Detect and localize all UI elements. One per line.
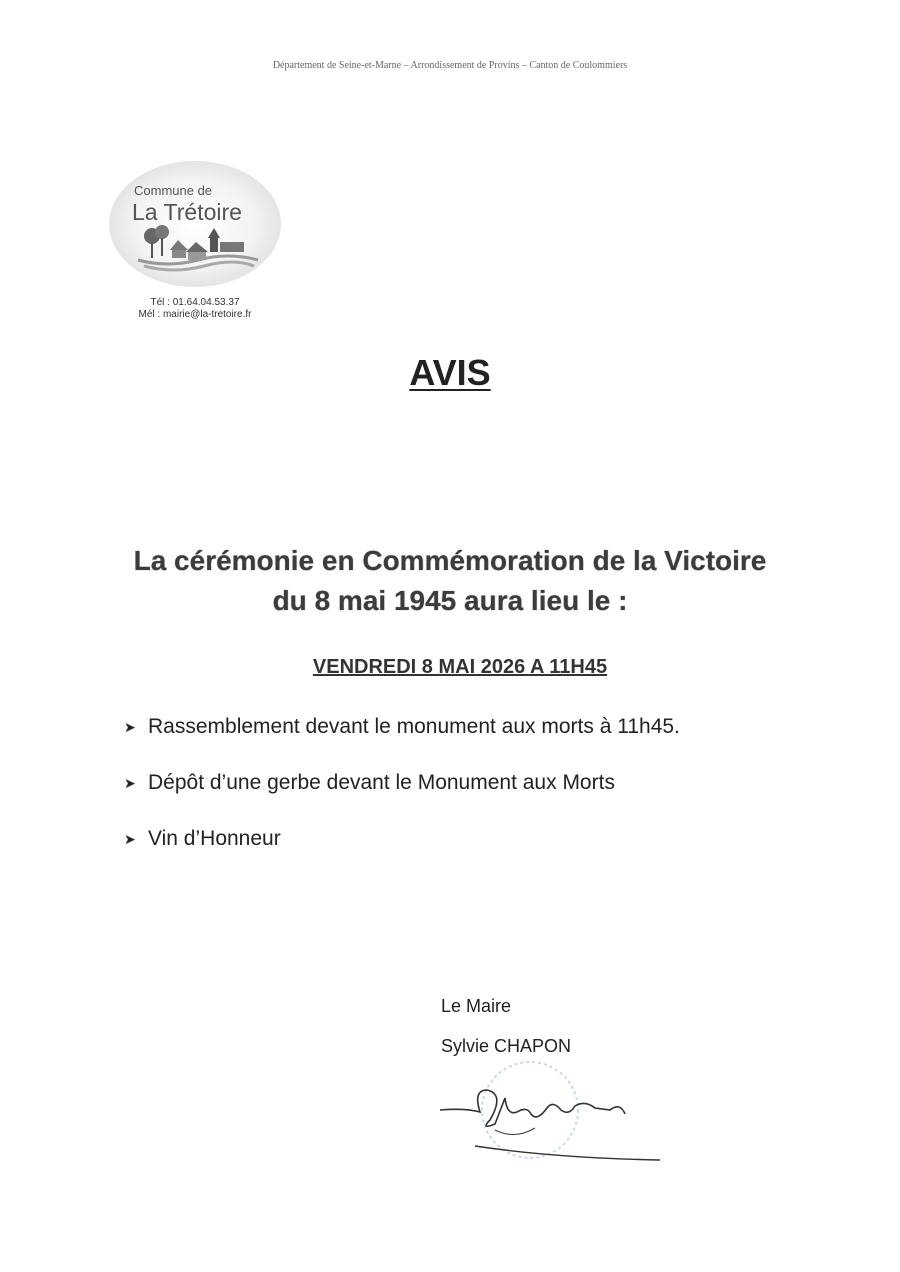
program-list [124,712,680,880]
arrow-bullet-icon: ➤ [124,718,136,735]
commune-logo [108,160,282,288]
contact-email: Mél : mairie@la-tretoire.fr [138,309,252,320]
logo-line1: Commune de [134,183,213,198]
logo-line2: La Trétoire [132,199,242,225]
stamp-circle-icon [482,1062,578,1158]
handwritten-signature [435,1050,665,1180]
list-item [124,712,680,742]
arrow-bullet-icon: ➤ [124,774,136,791]
headline-line2: du 8 mai 1945 aura lieu le : [272,585,628,616]
list-item-text: Vin d’Honneur [148,827,281,850]
list-item [124,824,680,854]
headline-line1: La cérémonie en Commémoration de la Victoire [133,545,767,576]
notice-headline [0,541,900,621]
contact-block [130,297,260,321]
contact-phone: Tél : 01.64.04.53.37 [150,297,240,308]
signatory-name: Sylvie CHAPON [441,1036,572,1056]
event-date-wrap [0,656,900,679]
notice-title-wrap [0,352,900,394]
list-item-text: Dépôt d’une gerbe devant le Monument aux Morts [148,771,615,794]
event-date: VENDREDI 8 MAI 2026 A 11H45 [312,656,608,678]
signatory-role: Le Maire [441,996,512,1016]
list-item-text: Rassemblement devant le monument aux morts à 11h45. [148,715,680,738]
arrow-bullet-icon: ➤ [124,830,136,847]
administrative-header: Département de Seine-et-Marne – Arrondissement de Provins – Canton de Coulommiers [272,60,628,71]
list-item [124,768,680,798]
notice-title: AVIS [409,352,491,393]
